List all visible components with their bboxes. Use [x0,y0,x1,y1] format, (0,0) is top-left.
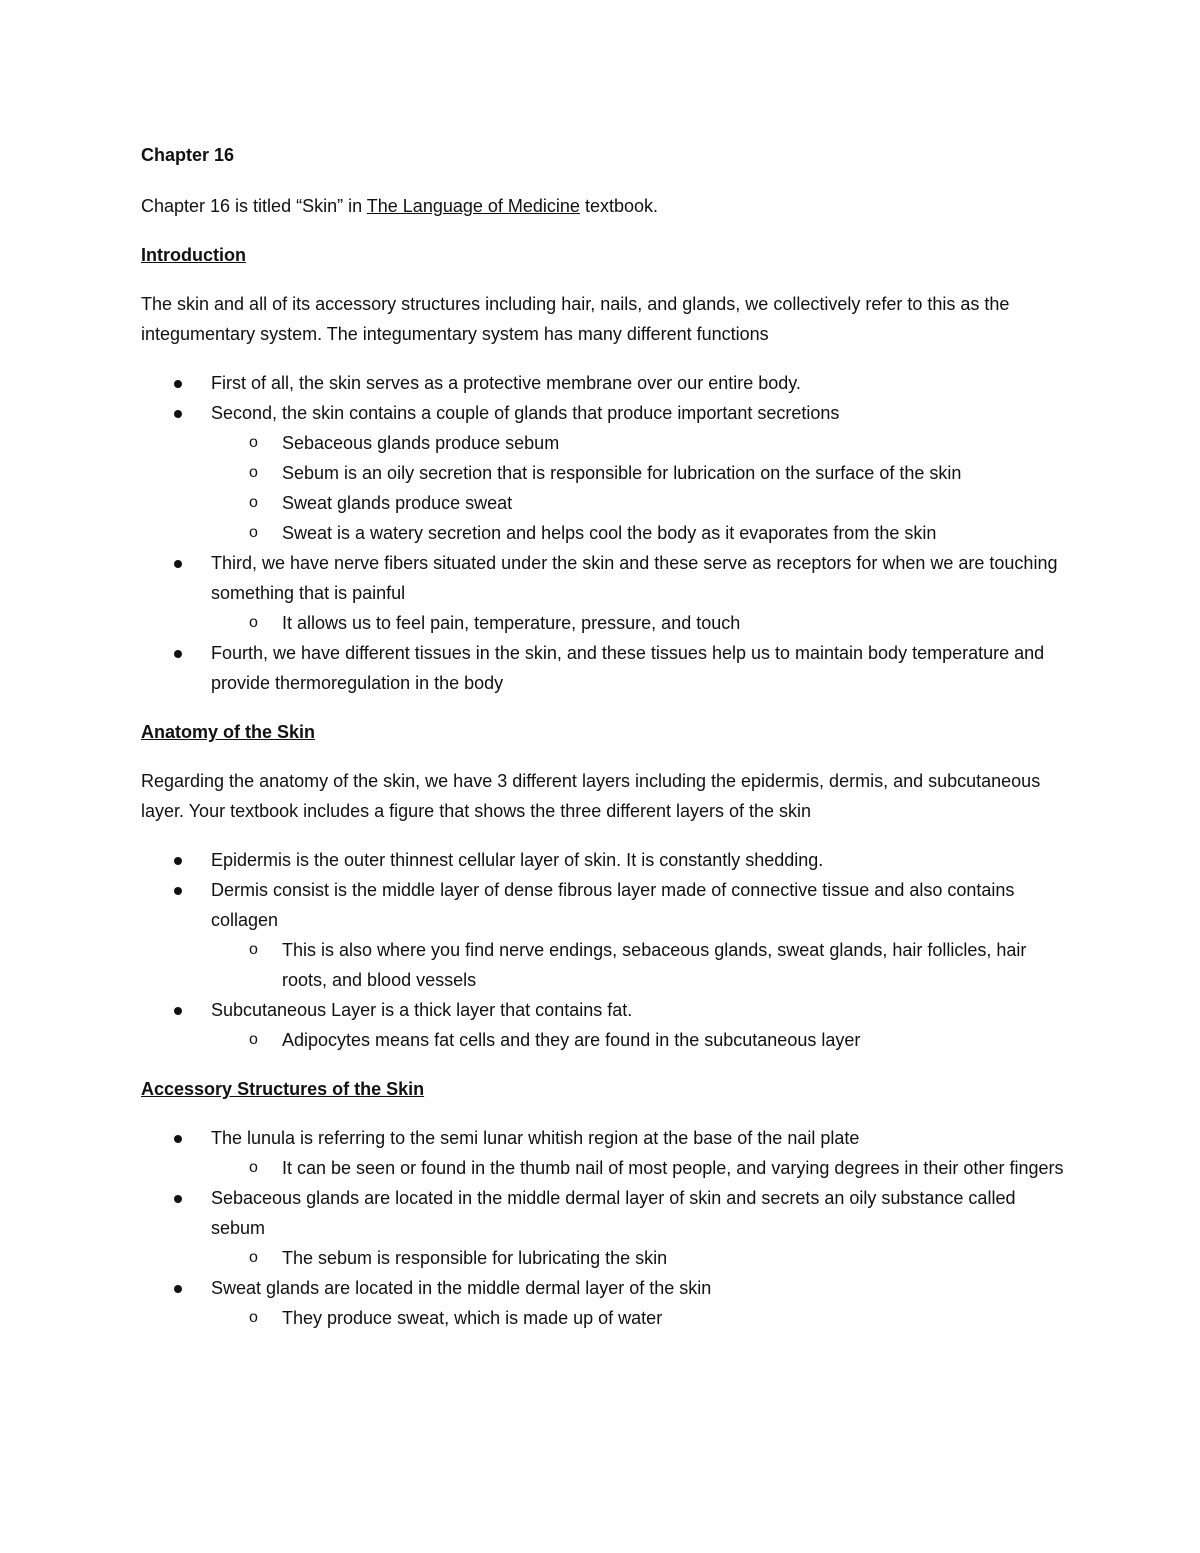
bullet-item [141,368,1071,398]
bullet-text: Sebaceous glands are located in the middle dermal layer of skin and secrets an oily substance called sebum [211,1188,1016,1238]
sub-bullet-list [211,1153,1071,1183]
book-title: The Language of Medicine [366,196,580,216]
sub-bullet-item [211,608,1071,638]
bullet-item [141,548,1071,638]
bullet-dot-icon [174,1135,182,1143]
bullet-item [141,845,1071,875]
sub-bullet-list [211,935,1071,995]
bullet-dot-icon [174,857,182,865]
sub-bullet-item [211,1025,1071,1055]
sub-bullet-list [211,608,1071,638]
section-heading: Introduction [141,245,246,265]
bullet-text: Fourth, we have different tissues in the skin, and these tissues help us to maintain body temperature and provide thermoregulation in the body [211,643,1045,693]
bullet-text: Epidermis is the outer thinnest cellular layer of skin. It is constantly shedding. [211,850,824,870]
sub-bullet-list [211,1303,1071,1333]
sub-bullet-list [211,1025,1071,1055]
sub-bullet-marker-icon: o [249,524,258,541]
bullet-dot-icon [174,1007,182,1015]
bullet-item [141,995,1071,1055]
bullet-text: Subcutaneous Layer is a thick layer that contains fat. [211,1000,633,1020]
section-paragraph: Regarding the anatomy of the skin, we have 3 different layers including the epidermis, dermis, and subcutaneous layer. Your textbook includes a figure that shows the three different layers of the skin [141,771,1041,821]
bullet-item [141,1183,1071,1273]
intro-text-before: Chapter 16 is titled “Skin” in [141,196,367,216]
section-heading: Accessory Structures of the Skin [141,1079,425,1099]
bullet-dot-icon [174,650,182,658]
bullet-dot-icon [174,887,182,895]
sub-bullet-item [211,518,1071,548]
bullet-dot-icon [174,1285,182,1293]
bullet-text: First of all, the skin serves as a protective membrane over our entire body. [211,373,801,393]
bullet-item [141,875,1071,995]
bullet-text: Third, we have nerve fibers situated under the skin and these serve as receptors for when we are touching something that is painful [211,553,1058,603]
sub-bullet-marker-icon: o [249,1249,258,1266]
bullet-text: Sweat glands are located in the middle dermal layer of the skin [211,1278,712,1298]
sub-bullet-marker-icon: o [249,464,258,481]
section-paragraph: The skin and all of its accessory structures including hair, nails, and glands, we collectively refer to this as the integumentary system. The integumentary system has many different functions [141,294,1010,344]
sub-bullet-item [211,1243,1071,1273]
bullet-dot-icon [174,380,182,388]
intro-line [141,191,1071,221]
sub-bullet-item [211,488,1071,518]
sub-bullet-list [211,1243,1071,1273]
sub-bullet-marker-icon: o [249,1309,258,1326]
bullet-list [141,1123,1071,1333]
sub-bullet-text: Sweat glands produce sweat [282,493,513,513]
sub-bullet-list [211,428,1071,548]
sub-bullet-marker-icon: o [249,434,258,451]
bullet-text: Second, the skin contains a couple of glands that produce important secretions [211,403,840,423]
sub-bullet-text: It allows us to feel pain, temperature, pressure, and touch [282,613,741,633]
sub-bullet-text: They produce sweat, which is made up of water [282,1308,663,1328]
chapter-title: Chapter 16 [141,145,235,165]
sub-bullet-item [211,428,1071,458]
bullet-dot-icon [174,410,182,418]
sub-bullet-marker-icon: o [249,1159,258,1176]
section-heading: Anatomy of the Skin [141,722,316,742]
sub-bullet-marker-icon: o [249,1031,258,1048]
sub-bullet-item [211,458,1071,488]
sub-bullet-item [211,935,1071,995]
sub-bullet-text: Sebaceous glands produce sebum [282,433,560,453]
sub-bullet-marker-icon: o [249,614,258,631]
sub-bullet-item [211,1303,1071,1333]
bullet-item [141,398,1071,548]
sub-bullet-text: Adipocytes means fat cells and they are found in the subcutaneous layer [282,1030,861,1050]
section [141,1074,1071,1333]
sub-bullet-text: Sweat is a watery secretion and helps cool the body as it evaporates from the skin [282,523,937,543]
section [141,717,1071,1055]
intro-text-after: textbook. [579,196,658,216]
bullet-list [141,845,1071,1055]
bullet-list [141,368,1071,698]
bullet-item [141,638,1071,698]
sections-container [141,240,1071,1333]
section [141,240,1071,698]
bullet-dot-icon [174,560,182,568]
sub-bullet-item [211,1153,1071,1183]
bullet-text: Dermis consist is the middle layer of dense fibrous layer made of connective tissue and also contains collagen [211,880,1015,930]
document-page [141,140,1071,1352]
bullet-item [141,1273,1071,1333]
sub-bullet-marker-icon: o [249,494,258,511]
sub-bullet-text: The sebum is responsible for lubricating the skin [282,1248,668,1268]
sub-bullet-text: Sebum is an oily secretion that is responsible for lubrication on the surface of the skin [282,463,962,483]
sub-bullet-text: This is also where you find nerve endings, sebaceous glands, sweat glands, hair follicles, hair roots, and blood vessels [282,940,1027,990]
bullet-dot-icon [174,1195,182,1203]
sub-bullet-marker-icon: o [249,941,258,958]
bullet-item [141,1123,1071,1183]
sub-bullet-text: It can be seen or found in the thumb nail of most people, and varying degrees in their other fingers [282,1158,1064,1178]
bullet-text: The lunula is referring to the semi lunar whitish region at the base of the nail plate [211,1128,860,1148]
